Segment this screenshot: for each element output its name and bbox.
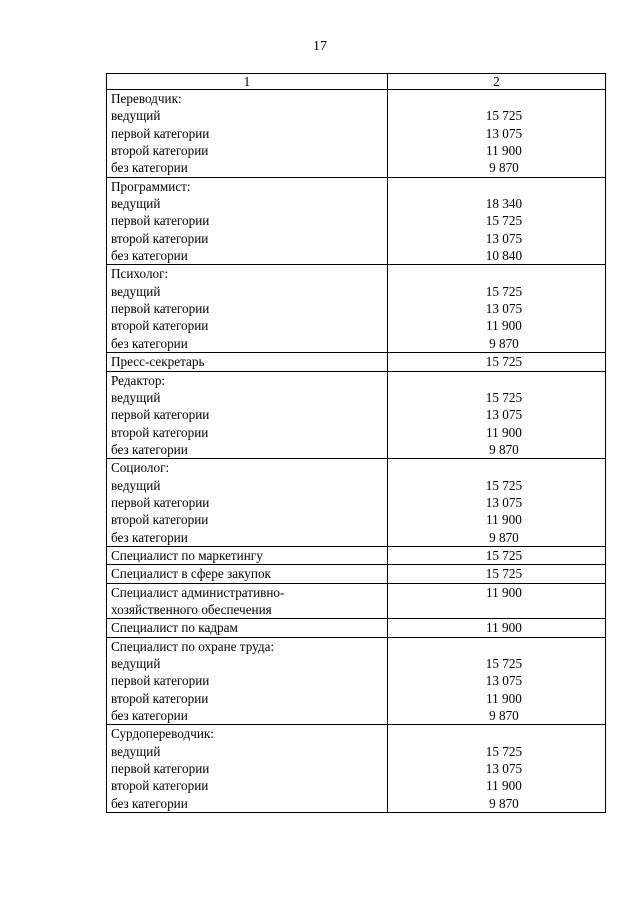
position-cell <box>107 353 388 371</box>
position-grade: без категории <box>111 795 188 811</box>
salary-cell <box>387 546 605 564</box>
salary-value: 15 725 <box>485 547 523 563</box>
salary-value <box>388 265 605 282</box>
position-grade: второй категории <box>111 424 209 440</box>
position-cell <box>107 619 388 637</box>
position-grade: первой категории <box>111 761 210 777</box>
salary-value: 11 900 <box>486 778 522 794</box>
salary-value: 15 725 <box>485 477 523 493</box>
position-title: Программист: <box>111 178 191 194</box>
salary-value: 15 725 <box>485 213 523 229</box>
position-title: Специалист по охране труда: <box>111 638 275 654</box>
position-grade: без категории <box>111 335 188 351</box>
salary-value: 11 900 <box>486 584 522 600</box>
position-title: Специалист по кадрам <box>111 620 238 636</box>
position-grade: второй категории <box>111 512 209 528</box>
salary-value: 15 725 <box>485 108 523 124</box>
position-grade: ведущий <box>111 283 161 299</box>
table-row <box>107 619 606 637</box>
position-cell <box>107 565 388 583</box>
salary-value: 9 870 <box>489 335 519 351</box>
position-grade: ведущий <box>111 196 161 212</box>
salary-value <box>388 372 605 389</box>
position-cell <box>107 459 388 547</box>
table-row <box>107 637 606 725</box>
salary-value: 11 900 <box>486 318 522 334</box>
position-title: Специалист в сфере закупок <box>111 566 271 582</box>
position-title: Социолог: <box>111 460 170 476</box>
position-grade: ведущий <box>111 389 161 405</box>
salary-value <box>388 638 605 655</box>
salary-value: 13 075 <box>485 494 523 510</box>
salary-cell <box>387 583 605 619</box>
position-cell <box>107 583 388 619</box>
salary-cell <box>387 565 605 583</box>
salary-value: 9 870 <box>489 441 519 457</box>
table-row <box>107 546 606 564</box>
table-row <box>107 353 606 371</box>
salary-value: 11 900 <box>486 424 522 440</box>
salary-cell <box>387 265 605 353</box>
salary-value: 15 725 <box>485 566 523 582</box>
salary-value <box>388 601 605 618</box>
salary-value <box>388 90 605 107</box>
position-grade: без категории <box>111 248 188 264</box>
table-row <box>107 177 606 265</box>
table-row <box>107 725 606 813</box>
position-grade: ведущий <box>111 108 161 124</box>
column-header-1: 1 <box>107 74 388 90</box>
page-number: 17 <box>313 39 327 54</box>
column-header-2: 2 <box>387 74 605 90</box>
position-cell <box>107 177 388 265</box>
position-title: Переводчик: <box>111 91 182 106</box>
position-grade: первой категории <box>111 673 210 689</box>
salary-value: 13 075 <box>485 407 523 423</box>
table-row <box>107 371 606 459</box>
salary-value: 9 870 <box>489 529 519 545</box>
position-grade: без категории <box>111 160 188 176</box>
position-title: Специалист административно- <box>111 584 285 600</box>
position-grade: без категории <box>111 529 188 545</box>
table-row <box>107 459 606 547</box>
position-title: Психолог: <box>111 266 169 282</box>
salary-value: 18 340 <box>485 196 523 212</box>
salary-value: 13 075 <box>485 301 523 317</box>
position-grade: первой категории <box>111 301 210 317</box>
position-grade: хозяйственного обеспечения <box>111 601 272 617</box>
salary-value: 11 900 <box>486 620 522 636</box>
salary-cell <box>387 637 605 725</box>
salary-table <box>106 73 606 813</box>
position-grade: второй категории <box>111 230 209 246</box>
position-cell <box>107 371 388 459</box>
table-row <box>107 565 606 583</box>
salary-value <box>388 459 605 476</box>
position-cell <box>107 265 388 353</box>
salary-value: 15 725 <box>485 389 523 405</box>
salary-value: 13 075 <box>485 673 523 689</box>
salary-cell <box>387 459 605 547</box>
position-cell <box>107 725 388 813</box>
salary-value: 13 075 <box>485 230 523 246</box>
position-grade: второй категории <box>111 318 209 334</box>
position-grade: ведущий <box>111 743 161 759</box>
position-grade: первой категории <box>111 213 210 229</box>
salary-value: 9 870 <box>489 795 519 811</box>
position-title: Редактор: <box>111 372 166 388</box>
salary-value <box>388 178 605 195</box>
position-grade: первой категории <box>111 407 210 423</box>
salary-value: 15 725 <box>485 743 523 759</box>
table-row <box>107 265 606 353</box>
salary-cell <box>387 353 605 371</box>
salary-value <box>388 725 605 742</box>
position-cell <box>107 90 388 178</box>
salary-value: 15 725 <box>485 283 523 299</box>
position-grade: без категории <box>111 441 188 457</box>
salary-cell <box>387 90 605 178</box>
position-title: Пресс-секретарь <box>111 354 205 370</box>
position-title: Сурдопереводчик: <box>111 726 214 742</box>
position-grade: первой категории <box>111 494 210 510</box>
table-row <box>107 583 606 619</box>
salary-value: 15 725 <box>485 656 523 671</box>
salary-value: 13 075 <box>485 125 523 141</box>
position-grade: первой категории <box>111 125 210 141</box>
salary-cell <box>387 371 605 459</box>
position-grade: второй категории <box>111 690 209 706</box>
salary-value: 13 075 <box>485 761 523 777</box>
salary-cell <box>387 619 605 637</box>
salary-cell <box>387 725 605 813</box>
salary-value: 11 900 <box>486 143 522 159</box>
position-title: Специалист по маркетингу <box>111 547 263 563</box>
salary-cell <box>387 177 605 265</box>
salary-value: 15 725 <box>485 354 523 370</box>
salary-value: 11 900 <box>486 690 522 706</box>
position-grade: второй категории <box>111 778 209 794</box>
position-grade: ведущий <box>111 477 161 493</box>
table-row <box>107 90 606 178</box>
position-grade: без категории <box>111 708 188 724</box>
salary-value: 11 900 <box>486 512 522 528</box>
position-grade: ведущий <box>111 656 161 671</box>
position-grade: второй категории <box>111 143 209 159</box>
position-cell <box>107 637 388 725</box>
salary-value: 9 870 <box>489 708 519 724</box>
table-header-row <box>107 74 606 90</box>
salary-value: 10 840 <box>485 248 523 264</box>
salary-table-body <box>107 74 606 813</box>
position-cell <box>107 546 388 564</box>
salary-value: 9 870 <box>489 160 519 176</box>
